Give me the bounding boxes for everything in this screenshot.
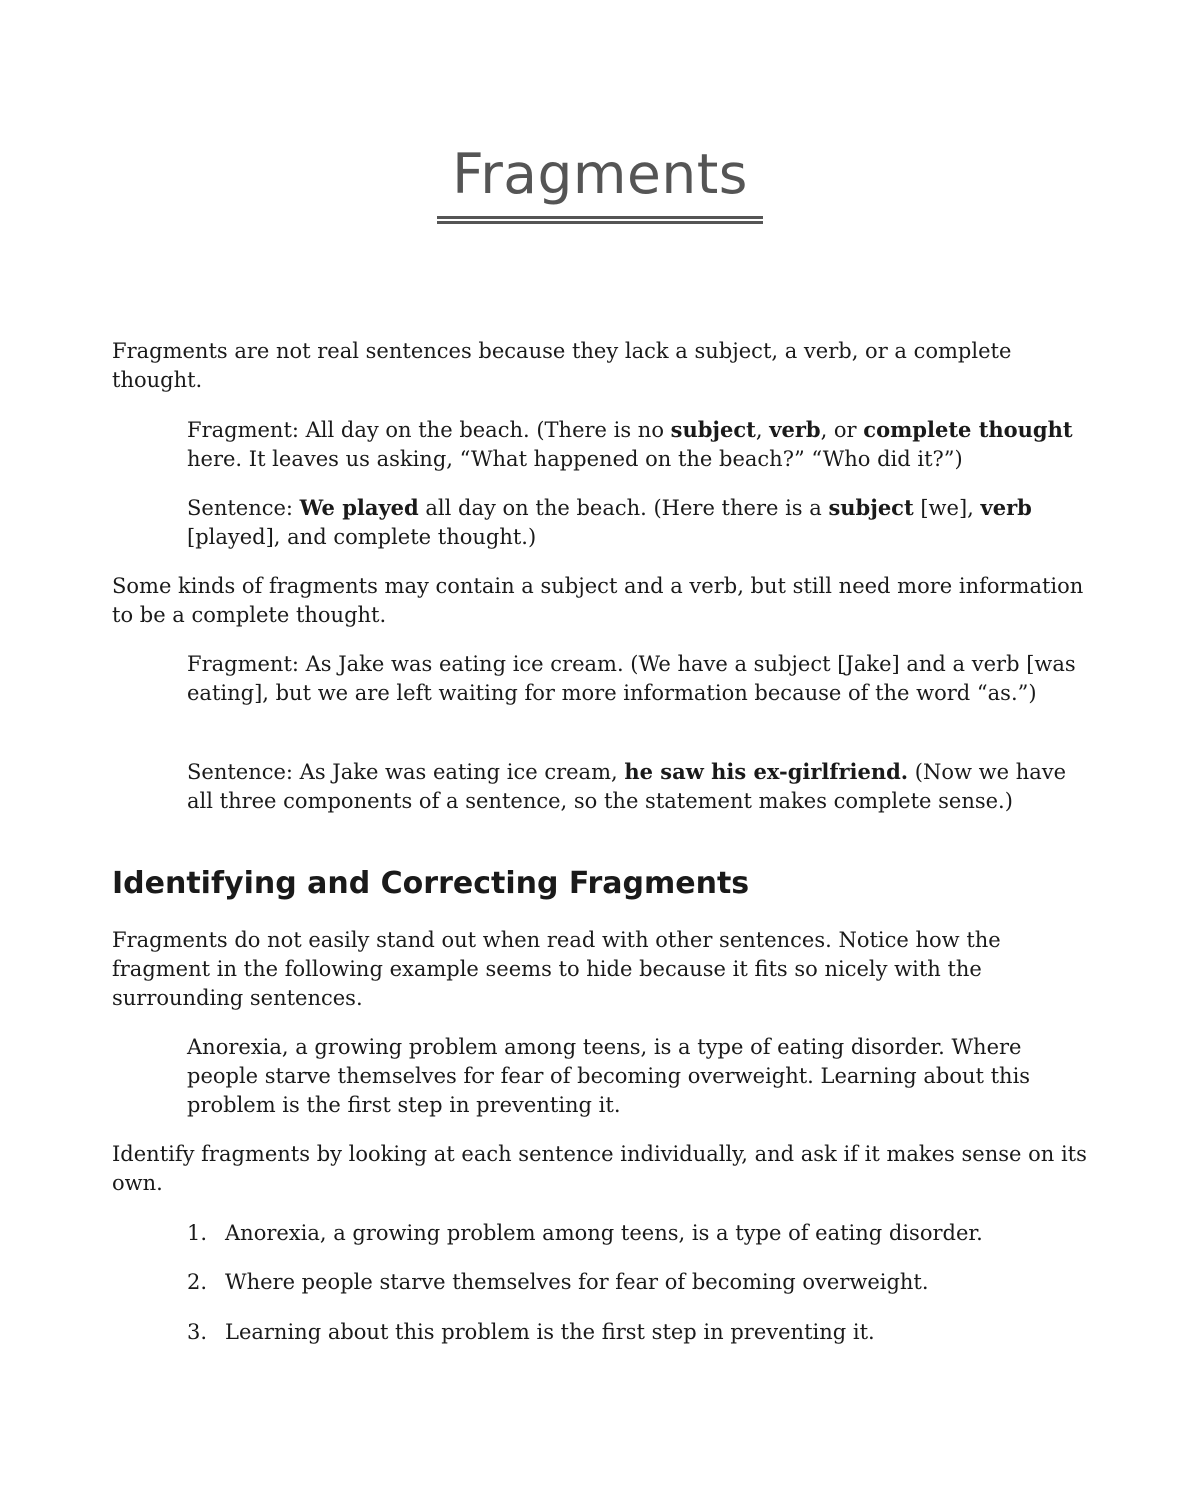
list-item: 3. Learning about this problem is the first step in preventing it.	[187, 1320, 875, 1344]
page-title: Fragments	[452, 142, 748, 206]
title-underline-top	[437, 216, 763, 219]
example1-fragment: Fragment: All day on the beach. (There is no subject, verb, or complete thought here. It leaves us asking, “What happened on the beach?” “Who did it?”)	[187, 417, 1073, 471]
example1-sentence: Sentence: We played all day on the beach. (Here there is a subject [we], verb [played], and complete thought.)	[187, 495, 1032, 549]
example3-passage: Anorexia, a growing problem among teens, is a type of eating disorder. Where people starve themselves for fear of becoming overweight. Learning about this problem is the first step in preventing it.	[187, 1035, 1031, 1117]
list-item: 2. Where people starve themselves for fear of becoming overweight.	[187, 1270, 929, 1294]
paragraph-fragment-types: Some kinds of fragments may contain a subject and a verb, but still need more information to be a complete thought.	[112, 574, 1084, 627]
title-underline-bottom	[437, 221, 763, 224]
list-item: 1. Anorexia, a growing problem among teens, is a type of eating disorder.	[187, 1221, 983, 1245]
section-heading: Identifying and Correcting Fragments	[112, 866, 750, 901]
paragraph-hidden-fragments: Fragments do not easily stand out when read with other sentences. Notice how the fragment in the following example seems to hide because it fits so nicely with the surrounding sentences.	[112, 928, 1001, 1010]
example2-fragment: Fragment: As Jake was eating ice cream. (We have a subject [Jake] and a verb [was eating], but we are left waiting for more information because of the word “as.”)	[187, 652, 1076, 705]
example2-sentence: Sentence: As Jake was eating ice cream, he saw his ex-girlfriend. (Now we have all three components of a sentence, so the statement makes complete sense.)	[187, 759, 1067, 813]
paragraph-identify-fragments: Identify fragments by looking at each sentence individually, and ask if it makes sense on its own.	[112, 1142, 1087, 1195]
intro-paragraph: Fragments are not real sentences because they lack a subject, a verb, or a complete thought.	[112, 339, 1012, 392]
